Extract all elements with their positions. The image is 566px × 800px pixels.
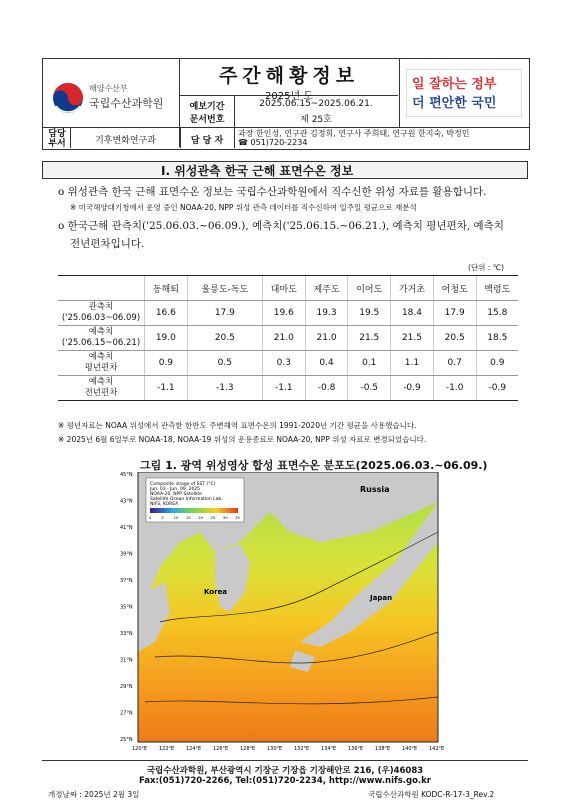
table-cell: 19.3 [305,301,348,326]
doc-number-value: 제 25호 [300,115,332,125]
org-name: 국립수산과학원 [89,97,164,110]
table-cell: 20.5 [433,326,476,351]
legend-tick-label: 15 [185,515,191,520]
table-cell: 0.3 [262,351,305,376]
lat-tick-label: 25°N [120,737,133,743]
table-cell: -0.9 [391,376,434,401]
slogan-cell [399,59,528,127]
legend-colorbar [150,508,238,513]
table-cell: 0.9 [476,351,518,376]
table-header-cell: 이어도 [348,276,391,301]
lon-tick-label: 142°E [429,746,445,752]
legend-tick-label: 35 [235,515,240,520]
table-cell: 0.4 [305,351,348,376]
bullet-2-line-2: 전년편차입니다. [70,238,145,250]
lon-tick-label: 128°E [240,746,256,752]
table-row [58,326,518,351]
figure-caption: 그림 1. 광역 위성영상 합성 표면수온 분포도(2025.06.03.~06.09.) [140,459,488,472]
table-cell: 21.0 [305,326,348,351]
footer-address: 국립수산과학원, 부산광역시 기장군 기장읍 기장해안로 216, (우)46083 [146,766,424,776]
meta-divider [234,96,235,127]
table-header-cell [58,276,145,301]
lon-tick-label: 122°E [159,746,175,752]
table-cell: -0.5 [348,376,391,401]
table-header-cell: 가거초 [391,276,434,301]
table-cell: 19.6 [262,301,305,326]
legend-tick-label: 30 [222,515,228,520]
bullet-1: o 위성관측 한국 근해 표면수온 정보는 국립수산과학원에서 직수신한 위성 자료를 활용합니다. [58,186,487,198]
table-header-cell: 제주도 [305,276,348,301]
table-cell: 1.1 [391,351,434,376]
label-korea: Korea [204,588,228,596]
slogan-line-1: 일 잘하는 정부 [412,77,497,92]
lat-tick-label: 35°N [120,604,133,611]
table-header-cell: 대마도 [262,276,305,301]
sub-note: ※ 미국해양대기청에서 운영 중인 NOAA-20, NPP 위성 관측 데이터를 직수신하여 일주일 평균으로 재분석 [70,203,417,212]
period-label: 예보기간 [189,102,225,112]
table-cell: -0.9 [476,376,518,401]
legend-tick-label: 0 [149,515,152,520]
table-cell: -1.3 [187,376,262,401]
phone-number: ☎ 051)720-2234 [238,138,308,147]
table-cell: -1.1 [145,376,188,401]
lon-tick-label: 134°E [321,746,337,752]
table-cell: 21.5 [348,326,391,351]
lat-tick-label: 43°N [120,498,133,505]
row-label: 예측치 평년편차 [58,351,145,376]
row-label: 예측치 ('25.06.15~06.21) [58,326,145,351]
latitude-axis [120,472,133,743]
lat-tick-label: 29°N [120,684,133,690]
table-row [58,351,518,376]
dept-divider [70,127,71,148]
table-cell: -1.1 [262,376,305,401]
table-header-row [58,276,518,301]
title-cell [180,59,398,102]
lon-tick-label: 120°E [132,746,148,752]
table-header-cell: 백령도 [476,276,518,301]
footer-contact: Fax:(051)720-2266, Tel:(051)720-2234, http://www.nifs.go.kr [139,776,431,786]
table-cell: 19.5 [348,301,391,326]
table-cell: 17.9 [433,301,476,326]
longitude-axis [132,746,444,752]
table-cell: -1.0 [433,376,476,401]
lon-tick-label: 130°E [267,746,283,752]
table-cell: 0.7 [433,351,476,376]
table-cell: 19.0 [145,326,188,351]
year-label: 2025년 도 [265,91,313,102]
lon-tick-label: 132°E [294,746,310,752]
ministry-name: 해양수산부 [89,84,128,93]
table-header-cell: 동해퇴 [145,276,188,301]
lon-tick-label: 138°E [375,746,391,752]
lat-tick-label: 31°N [120,657,133,664]
taegeuk-logo-icon [51,81,85,115]
lon-tick-label: 124°E [186,746,202,752]
section-title: I. 위성관측 한국 근해 표면수온 정보 [42,161,528,179]
lat-tick-label: 41°N [120,525,133,531]
footnote-1: ※ 평년자료는 NOAA 위성에서 관측한 한반도 주변해역 표면수온의 1991-2020년 기간 평균을 사용했습니다. [58,421,417,430]
row-label: 관측치 ('25.06.03~06.09) [58,301,145,326]
unit-label: (단위 : ℃) [468,263,505,272]
table-header-cell: 울릉도-독도 [187,276,262,301]
lat-tick-label: 37°N [120,578,133,584]
table-cell: 15.8 [476,301,518,326]
legend-title-1: Composite image of SST (°C) [150,482,216,487]
table-header-cell: 어청도 [433,276,476,301]
table-cell: 20.5 [187,326,262,351]
page-title: 주간해황정보 [218,65,360,87]
table-cell: 0.5 [187,351,262,376]
slogan-line-2: 더 편안한 국민 [412,96,497,111]
table-cell: 21.0 [262,326,305,351]
legend-tick-label: 10 [173,515,179,520]
legend-tick-label: 20 [198,515,204,520]
lon-tick-label: 136°E [348,746,364,752]
table-cell: 0.1 [348,351,391,376]
bullet-2-line-1: o 한국근해 관측치('25.06.03.~06.09.), 예측치('25.06.15.~06.21.), 예측치 평년편차, 예측치 [58,220,504,232]
table-cell: 18.4 [391,301,434,326]
dept-label: 담당 부서 [48,129,66,149]
table-row [58,301,518,326]
table-cell: 17.9 [187,301,262,326]
footnote-2: ※ 2025년 6월 6일부로 NOAA-18, NOAA-19 위성의 운용종료로 NOAA-20, NPP 위성 자료로 변경되었습니다. [58,435,427,444]
table-cell: 21.5 [391,326,434,351]
legend-title-4: Satellite Ocean Information Lab. [150,497,223,502]
revision-date: 개정날짜 : 2025년 2월 3일 [48,790,140,799]
sst-table [58,275,518,401]
person-value: 과장 한인성, 연구관 김정희, 연구사 주희태, 연구원 한지숙, 박정민 [238,129,470,138]
table-cell: 18.5 [476,326,518,351]
lat-tick-label: 27°N [120,710,133,717]
label-japan: Japan [370,594,393,602]
lon-tick-label: 140°E [402,746,418,752]
lat-tick-label: 33°N [120,631,133,637]
doc-number-label: 문서번호 [189,115,225,125]
table-row [58,376,518,401]
table-cell: -0.8 [305,376,348,401]
footer-divider [42,760,528,761]
legend-tick-label: 5 [161,515,164,520]
lat-tick-label: 39°N [120,551,133,558]
row-label: 예측치 전년편차 [58,376,145,401]
lon-tick-label: 126°E [213,746,229,752]
legend-tick-label: 25 [210,515,216,520]
person-label: 담 당 자 [190,136,224,146]
dept-value: 기후변화연구과 [95,136,156,146]
person-divider-right [234,127,235,148]
legend-title-5: NIFS, KOREA [150,502,179,507]
table-cell: 0.9 [145,351,188,376]
table-cell: 16.6 [145,301,188,326]
lat-tick-label: 45°N [120,472,133,478]
label-russia: Russia [360,485,390,494]
sst-map [120,472,446,752]
legend-title-3: NOAA-20, NPP Satellite [150,492,202,497]
doc-code: 국립수산과학원 KODC-R-17-3_Rev.2 [368,790,495,799]
legend-title-2: Jun. 03 - Jun. 09, 2025 [150,487,201,492]
period-value: 2025.06.15~2025.06.21. [259,99,373,109]
